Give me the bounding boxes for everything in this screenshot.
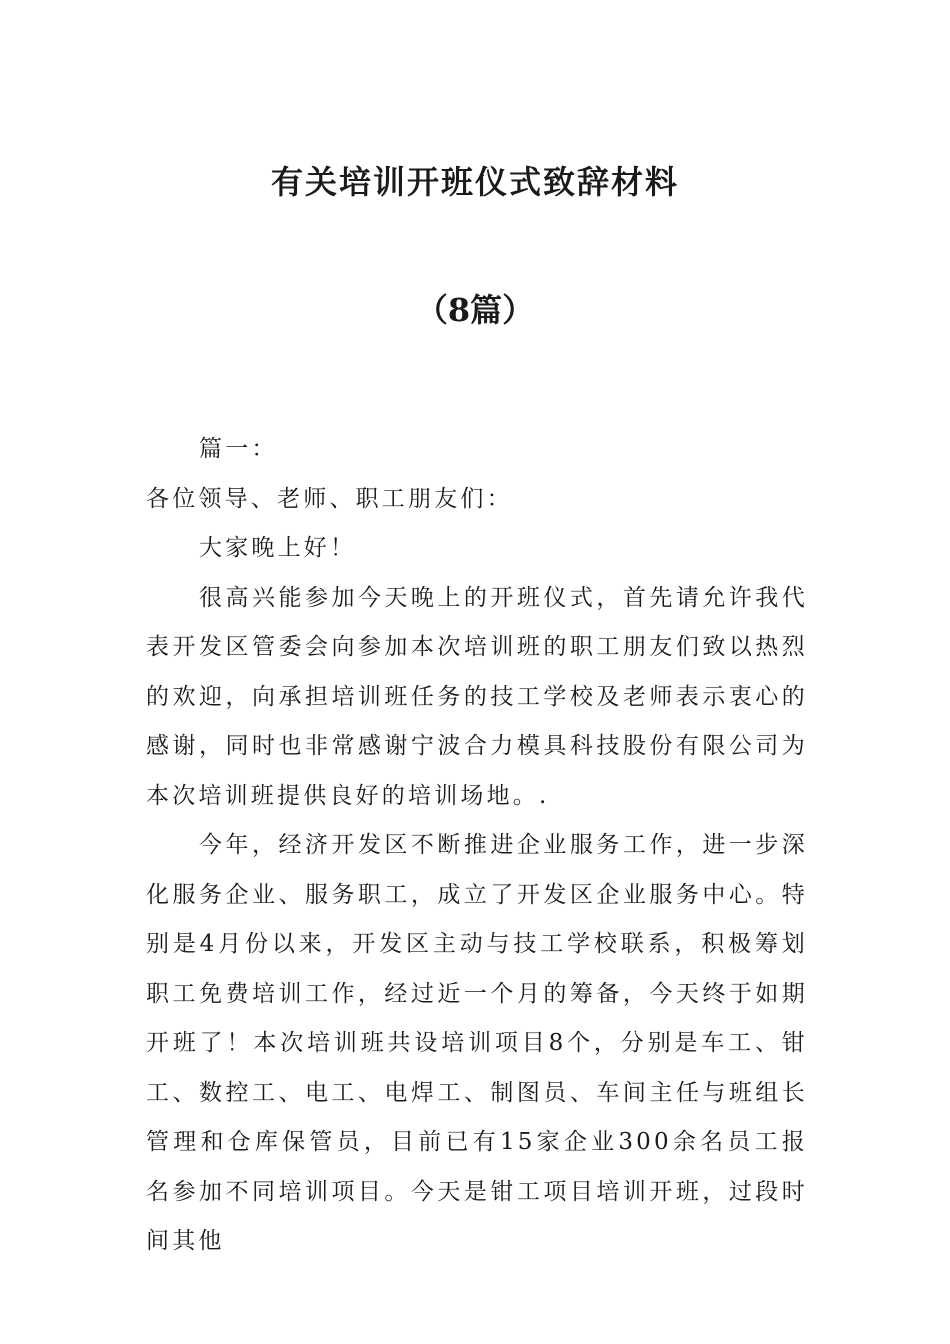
section-label: 篇一：	[199, 436, 278, 462]
paragraph-1: 很高兴能参加今天晚上的开班仪式，首先请允许我代表开发区管委会向参加本次培训班的职工朋友们致以热烈的欢迎，向承担培训班任务的技工学校及老师表示衷心的感谢，同时也非常感谢宁波合力模具科技股份有限公司为本次培训班提供良好的培训场地。.	[146, 584, 808, 809]
document-body	[146, 425, 808, 1267]
paragraph-2: 今年，经济开发区不断推进企业服务工作，进一步深化服务企业、服务职工，成立了开发区企业服务中心。特别是4月份以来，开发区主动与技工学校联系，积极筹划职工免费培训工作，经过近一个月的筹备，今天终于如期开班了！本次培训班共设培训项目8个，分别是车工、钳工、数控工、电工、电焊工、制图员、车间主任与班组长管理和仓库保管员，目前已有15家企业300余名员工报名参加不同培训项目。今天是钳工项目培训开班，过段时间其他	[146, 832, 808, 1254]
greeting: 大家晚上好！	[199, 535, 357, 561]
document-title: 有关培训开班仪式致辞材料	[270, 163, 679, 201]
document-subtitle: （8篇）	[415, 291, 535, 329]
salutation: 各位领导、老师、职工朋友们：	[146, 485, 513, 512]
